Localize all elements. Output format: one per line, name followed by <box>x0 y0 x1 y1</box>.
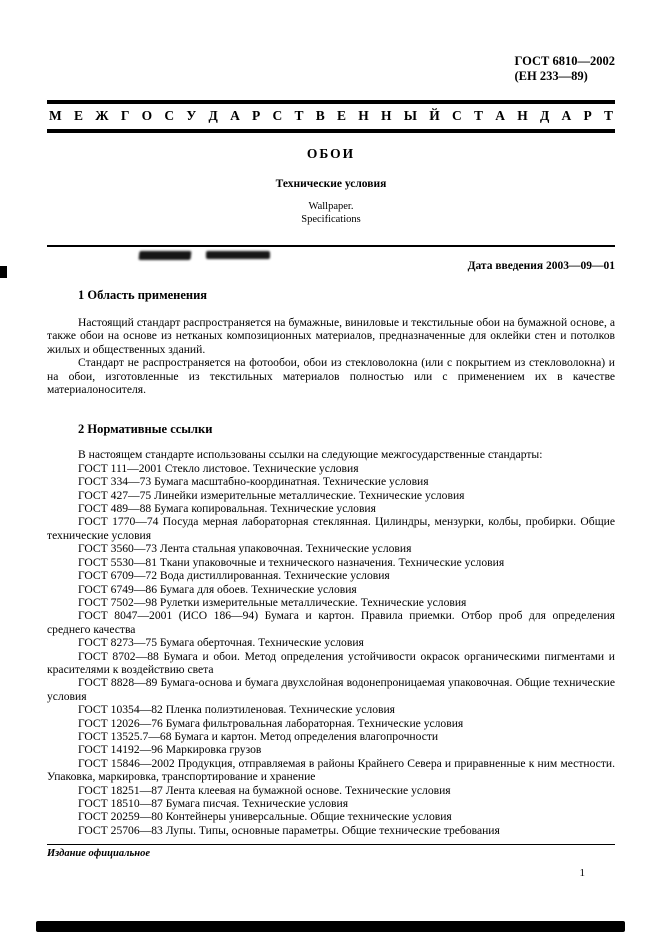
banner-text: М Е Ж Г О С У Д А Р С Т В Е Н Н Ы Й С Т А Н Д А Р Т <box>49 108 613 123</box>
section-scope <box>47 288 615 396</box>
introduction-date: Дата введения 2003—09—01 <box>467 260 615 272</box>
reference-item: ГОСТ 334—73 Бумага масштабно-координатная. Технические условия <box>78 475 429 489</box>
reference-item: ГОСТ 8047—2001 (ИСО 186—94) Бумага и картон. Правила приемки. Отбор проб для определения среднего качества <box>47 609 615 636</box>
section-references-heading: 2 Нормативные ссылки <box>78 422 213 437</box>
section-scope-heading: 1 Область применения <box>78 288 208 302</box>
reference-item: ГОСТ 8702—88 Бумага и обои. Метод определения устойчивости окрасок органическими пигментами и красителями к воздействию света <box>47 649 615 676</box>
standard-banner <box>47 100 615 133</box>
reference-item: ГОСТ 18251—87 Лента клеевая на бумажной основе. Технические условия <box>78 783 451 797</box>
title-divider-rule <box>47 245 615 247</box>
reference-item: ГОСТ 8273—75 Бумага оберточная. Технические условия <box>78 636 364 650</box>
doc-header <box>47 54 615 85</box>
reference-item: ГОСТ 7502—98 Рулетки измерительные металлические. Технические условия <box>78 595 467 609</box>
title-english-line1: Wallpaper. <box>308 201 354 212</box>
reference-item: ГОСТ 6749—86 Бумага для обоев. Технические условия <box>78 582 357 596</box>
body-paragraph: Стандарт не распространяется на фотообои, обои из стекловолокна (или с покрытием из стекловолокна) и на обои, изготовленные из текстильных материалов полностью или с применением их в качестве материалоносителя. <box>47 356 615 397</box>
reference-item: ГОСТ 8828—89 Бумага-основа и бумага двухслойная водонепроницаемая упаковочная. Общие технические условия <box>47 676 615 703</box>
body-paragraph: Настоящий стандарт распространяется на бумажные, виниловые и текстильные обои на бумажной основе, а также обои на основе из нетканых композиционных материалов, предназначенные для оклейки стен и потолков жилых и общественных зданий. <box>47 316 615 356</box>
reference-item: ГОСТ 13525.7—68 Бумага и картон. Метод определения влагопрочности <box>78 729 439 743</box>
title-main: ОБОИ <box>306 146 356 161</box>
reference-item: ГОСТ 20259—80 Контейнеры универсальные. Общие технические условия <box>78 810 452 824</box>
references-intro: В настоящем стандарте использованы ссылки на следующие межгосударственные стандарты: <box>78 448 543 462</box>
reference-item: ГОСТ 15846—2002 Продукция, отправляемая в районы Крайнего Севера и приравненные к ним местности. Упаковка, маркировка, транспортирование и хранение <box>47 756 615 784</box>
reference-item: ГОСТ 18510—87 Бумага писчая. Технические условия <box>78 797 349 810</box>
reference-item: ГОСТ 3560—73 Лента стальная упаковочная. Технические условия <box>78 542 412 556</box>
section-normative-references <box>47 422 615 837</box>
reference-item: ГОСТ 6709—72 Вода дистиллированная. Технические условия <box>78 569 390 583</box>
title-subtitle: Технические условия <box>275 178 387 190</box>
reference-item: ГОСТ 111—2001 Стекло листовое. Технические условия <box>78 461 359 475</box>
scan-smudge-artifact <box>206 251 270 259</box>
references-list <box>47 462 615 837</box>
title-english-line2: Specifications <box>301 213 361 225</box>
scan-bottom-bar-artifact <box>36 921 625 932</box>
footer-rule <box>47 844 615 845</box>
reference-item: ГОСТ 10354—82 Пленка полиэтиленовая. Технические условия <box>78 703 396 717</box>
page-number: 1 <box>579 867 585 879</box>
reference-item: ГОСТ 5530—81 Ткани упаковочные и технического назначения. Технические условия <box>78 555 505 569</box>
scan-edge-artifact <box>0 266 7 278</box>
reference-item: ГОСТ 1770—74 Посуда мерная лабораторная стеклянная. Цилиндры, мензурки, колбы, пробирки. Общие технические условия <box>47 515 615 542</box>
reference-item: ГОСТ 489—88 Бумага копировальная. Технические условия <box>78 502 376 516</box>
banner-rule-bottom <box>47 129 615 133</box>
reference-item: ГОСТ 14192—96 Маркировка грузов <box>78 743 262 757</box>
section-scope-paragraphs <box>47 316 615 396</box>
reference-item: ГОСТ 25706—83 Лупы. Типы, основные параметры. Общие технические требования <box>78 823 500 837</box>
reference-item: ГОСТ 12026—76 Бумага фильтровальная лабораторная. Технические условия <box>78 716 464 730</box>
reference-item: ГОСТ 427—75 Линейки измерительные металлические. Технические условия <box>78 488 465 502</box>
official-edition-note: Издание официальное <box>47 848 151 859</box>
scan-smudge-artifact <box>139 251 192 260</box>
doc-number-alt: (ЕН 233—89) <box>514 69 588 83</box>
doc-number: ГОСТ 6810—2002 <box>514 54 615 68</box>
